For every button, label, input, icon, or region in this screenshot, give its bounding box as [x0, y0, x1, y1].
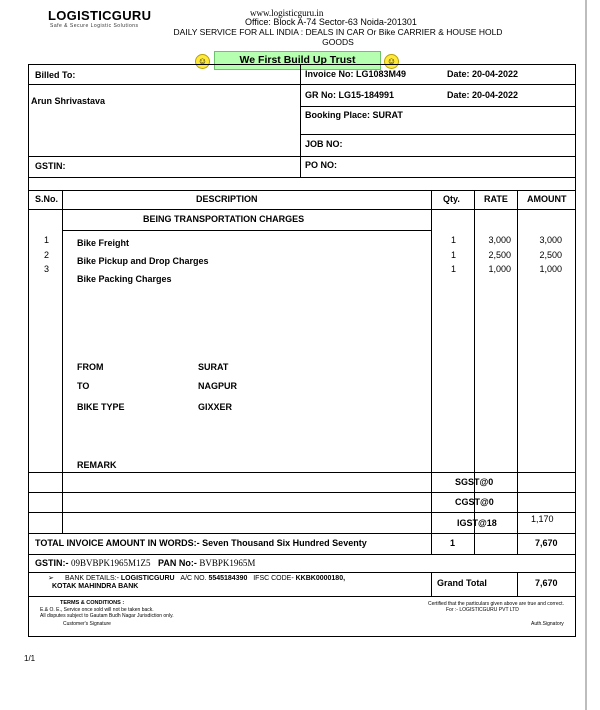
rule — [28, 177, 576, 178]
gstin-pan-row — [35, 558, 255, 568]
remark-label: REMARK — [77, 460, 117, 470]
company-tagline: Safe & Secure Logistic Solutions — [50, 23, 139, 29]
ac-label: A/C NO. — [180, 575, 207, 582]
rule — [28, 596, 576, 597]
col-divider — [431, 533, 432, 554]
col-divider — [517, 572, 518, 596]
item-rate: 1,000 — [488, 264, 511, 274]
job-number: JOB NO: — [305, 139, 343, 149]
item-sno: 3 — [44, 264, 50, 274]
footer-gstin-value: 09BVBPK1965M1Z5 — [71, 558, 151, 568]
slogan-banner: We First Build Up Trust — [214, 51, 381, 70]
item-amount: 3,000 — [539, 235, 562, 245]
bank-name: KOTAK MAHINDRA BANK — [52, 583, 139, 590]
booking-place: Booking Place: SURAT — [305, 110, 403, 120]
company-website: www.logisticguru.in — [250, 8, 324, 18]
rule — [300, 134, 576, 135]
header-qty: Qty. — [443, 194, 460, 204]
bike-type-label: BIKE TYPE — [77, 402, 125, 412]
sgst-label: SGST@0 — [455, 477, 494, 487]
rule — [28, 554, 576, 555]
po-number: PO NO: — [305, 160, 338, 170]
item-qty: 1 — [451, 235, 457, 245]
footer-pan-label: PAN No:- — [158, 558, 197, 568]
item-sno: 2 — [44, 250, 50, 260]
ac-number: 5545184390 — [208, 575, 248, 582]
item-qty: 1 — [451, 250, 457, 260]
bank-prefix: BANK DETAILS:- — [65, 575, 119, 582]
company-office: Office: Block A-74 Sector-63 Noida-201301 — [245, 17, 417, 27]
billed-to-name: Arun Shrivastava — [31, 96, 106, 106]
header-rate: RATE — [484, 194, 508, 204]
header-sno: S.No. — [35, 194, 59, 204]
rule — [28, 209, 576, 210]
col-divider — [62, 190, 63, 533]
table-subtitle: BEING TRANSPORTATION CHARGES — [143, 214, 305, 224]
item-description: Bike Pickup and Drop Charges — [77, 256, 209, 266]
item-amount: 1,000 — [539, 264, 562, 274]
footer-pan-value: BVBPK1965M — [199, 558, 256, 568]
smiley-icon: ☺ — [384, 54, 399, 69]
bike-type-value: GIXXER — [198, 402, 233, 412]
grand-total-label: Grand Total — [437, 578, 487, 588]
rule — [28, 156, 576, 157]
rule — [28, 472, 576, 473]
header-description: DESCRIPTION — [196, 194, 258, 204]
company-services: DAILY SERVICE FOR ALL INDIA : DEALS IN CAR Or Bike CARRIER & HOUSE HOLD GOODS — [173, 27, 503, 47]
total-in-words: TOTAL INVOICE AMOUNT IN WORDS:- Seven Thousand Six Hundred Seventy — [35, 538, 367, 548]
rule — [28, 190, 576, 191]
gstin-label: GSTIN: — [35, 161, 66, 171]
from-value: SURAT — [198, 362, 229, 372]
invoice-date: Date: 20-04-2022 — [447, 69, 519, 79]
igst-label: IGST@18 — [457, 518, 497, 528]
footer-gstin-label: GSTIN:- — [35, 558, 69, 568]
col-divider — [517, 533, 518, 554]
ifsc-code: KKBK0000180, — [295, 575, 346, 582]
terms-title: TERMS & CONDITIONS : — [60, 600, 125, 606]
rule — [62, 230, 431, 231]
smiley-icon: ☺ — [195, 54, 210, 69]
info-divider — [300, 64, 301, 177]
item-amount: 2,500 — [539, 250, 562, 260]
igst-amount: 1,170 — [531, 514, 554, 524]
col-divider — [474, 533, 475, 554]
total-qty: 1 — [450, 538, 456, 548]
gr-number: GR No: LG15-184991 — [305, 90, 395, 100]
terms-line: All disputes subject to Gautam Budh Nagar Jurisdiction only. — [40, 613, 174, 619]
page-edge — [585, 0, 587, 710]
rule — [28, 84, 576, 85]
invoice-frame — [28, 64, 576, 637]
header-amount: AMOUNT — [527, 194, 567, 204]
rule — [28, 492, 576, 493]
rule — [28, 512, 576, 513]
item-sno: 1 — [44, 235, 50, 245]
from-label: FROM — [77, 362, 104, 372]
item-qty: 1 — [451, 264, 457, 274]
rule — [300, 106, 576, 107]
customer-signature: Customer's Signature — [63, 621, 111, 627]
bank-details — [65, 575, 345, 582]
bank-company: LOGISTICGURU — [120, 575, 175, 582]
certify-line: Certified that the particulars given above are true and correct. — [428, 601, 564, 607]
rule — [28, 572, 576, 573]
ifsc-label: IFSC CODE- — [253, 575, 294, 582]
terms-line: E.& O. E., Service once sold will not be taken back. — [40, 607, 154, 613]
item-rate: 3,000 — [488, 235, 511, 245]
item-rate: 2,500 — [488, 250, 511, 260]
item-description: Bike Freight — [77, 238, 130, 248]
col-divider — [431, 190, 432, 533]
billed-to-label: Billed To: — [35, 70, 76, 80]
page-number: 1/1 — [24, 654, 36, 663]
item-description: Bike Packing Charges — [77, 274, 172, 284]
certify-line: For :- LOGISTICGURU PVT LTD — [446, 607, 519, 613]
to-label: TO — [77, 381, 90, 391]
rule — [28, 533, 576, 534]
company-logo: LOGISTICGURU — [48, 8, 152, 23]
auth-signatory: Auth.Signatory — [531, 621, 564, 627]
to-value: NAGPUR — [198, 381, 238, 391]
gr-date: Date: 20-04-2022 — [447, 90, 519, 100]
col-divider — [431, 572, 432, 596]
bullet-icon: ➢ — [48, 575, 54, 582]
invoice-number: Invoice No: LG1083M49 — [305, 69, 407, 79]
grand-total-amount: 7,670 — [535, 578, 558, 588]
cgst-label: CGST@0 — [455, 497, 494, 507]
total-amount: 7,670 — [535, 538, 558, 548]
